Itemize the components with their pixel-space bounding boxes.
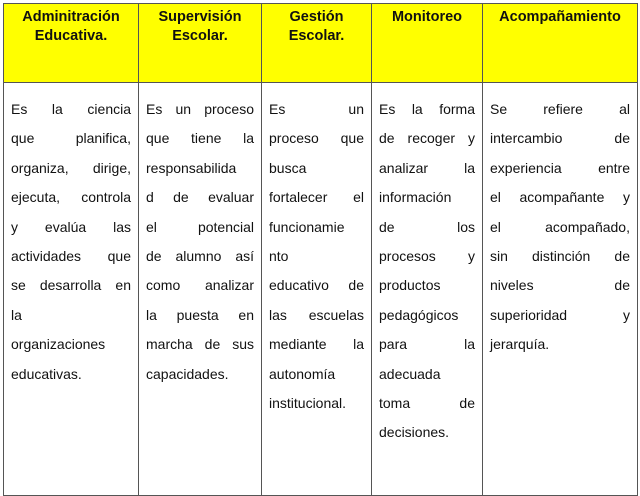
definition-line: el acompañante y: [490, 189, 630, 206]
definition-line: las escuelas: [269, 306, 364, 323]
definitions-table: [3, 3, 638, 496]
definition-line: la: [11, 306, 22, 323]
definition-cell: [483, 83, 638, 496]
column-header: [372, 4, 483, 83]
definition-line: productos: [379, 277, 441, 294]
definition-line: institucional.: [269, 395, 347, 412]
definition-line: decisiones.: [379, 424, 450, 441]
definition-line: funcionamie: [269, 218, 345, 235]
definition-line: y evalúa las: [11, 218, 131, 235]
column-header: [139, 4, 262, 83]
definition-line: capacidades.: [146, 365, 229, 382]
definition-line: busca: [269, 159, 307, 176]
definition-line: proceso que: [269, 130, 364, 147]
definition-line: de alumno así: [146, 248, 254, 265]
definition-line: marcha de sus: [146, 336, 254, 353]
definition-line: para la: [379, 336, 475, 353]
header-row: [4, 4, 638, 83]
column-header: [262, 4, 372, 83]
definition-line: toma de: [379, 395, 475, 412]
definition-line: autonomía: [269, 365, 336, 382]
definition-cell: [262, 83, 372, 496]
definition-cell: [372, 83, 483, 496]
definition-line: nto: [269, 248, 289, 265]
header-line: Adminitración: [22, 9, 120, 25]
header-line: Escolar.: [288, 28, 345, 44]
definition-line: que planifica,: [11, 130, 131, 147]
definition-line: el acompañado,: [490, 218, 630, 235]
definition-line: Se refiere al: [490, 101, 630, 117]
definition-line: actividades que: [11, 248, 131, 265]
definition-line: el potencial: [146, 218, 254, 235]
definition-line: jerarquía.: [490, 336, 550, 353]
header-line: Gestión: [289, 9, 344, 25]
definition-line: como analizar: [146, 277, 254, 294]
definition-line: educativo de: [269, 277, 364, 294]
definition-line: información: [379, 189, 452, 206]
definition-line: niveles de: [490, 277, 630, 294]
column-header: [483, 4, 638, 83]
definition-line: Es la forma: [379, 101, 475, 117]
definition-cell: [4, 83, 139, 496]
definition-line: educativas.: [11, 365, 82, 382]
definition-line: sin distinción de: [490, 248, 630, 265]
header-line: Acompañamiento: [499, 9, 621, 25]
definition-line: intercambio de: [490, 130, 630, 147]
definition-line: superioridad y: [490, 306, 630, 323]
definition-line: d de evaluar: [146, 189, 254, 206]
definition-line: que tiene la: [146, 130, 254, 147]
definition-line: de recoger y: [379, 130, 475, 147]
definition-line: organiza, dirige,: [11, 159, 131, 176]
header-line: Supervisión: [158, 9, 242, 25]
definition-line: mediante la: [269, 336, 364, 353]
definition-line: de los: [379, 218, 475, 235]
definition-line: Es un proceso: [146, 101, 254, 117]
definition-line: Es un: [269, 101, 364, 117]
definition-line: la puesta en: [146, 306, 254, 323]
definition-line: ejecuta, controla: [11, 189, 131, 206]
definition-line: Es la ciencia: [11, 101, 131, 117]
header-line: Monitoreo: [391, 9, 463, 25]
definition-line: se desarrolla en: [11, 277, 131, 294]
definition-line: analizar la: [379, 159, 475, 176]
header-line: Educativa.: [34, 28, 108, 44]
definition-cell: [139, 83, 262, 496]
definition-line: procesos y: [379, 248, 475, 265]
definition-line: experiencia entre: [490, 159, 630, 176]
header-line: Escolar.: [172, 28, 228, 44]
definition-line: organizaciones: [11, 336, 106, 353]
column-header: [4, 4, 139, 83]
body-row: [4, 83, 638, 496]
definition-line: fortalecer el: [269, 189, 364, 206]
definition-line: pedagógicos: [379, 306, 459, 323]
definition-line: responsabilida: [146, 159, 237, 176]
definition-line: adecuada: [379, 365, 441, 382]
